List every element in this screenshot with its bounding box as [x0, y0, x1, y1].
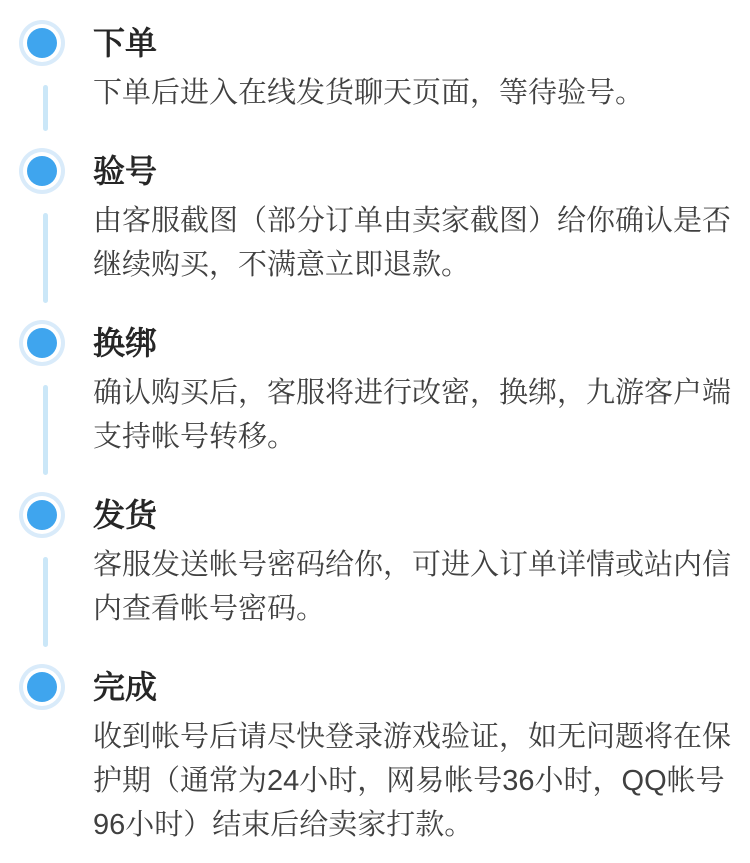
- step-title: 换绑: [93, 325, 158, 361]
- step-description: 确认购买后，客服将进行改密，换绑，九游客户端支持帐号转移。: [93, 377, 732, 453]
- timeline-step: [0, 321, 750, 459]
- step-dot-icon: [27, 328, 57, 358]
- step-title: 发货: [93, 497, 158, 533]
- timeline-step: [0, 665, 750, 847]
- step-connector-line: [43, 85, 48, 131]
- step-description: 客服发送帐号密码给你，可进入订单详情或站内信内查看帐号密码。: [93, 549, 732, 625]
- timeline-step: [0, 21, 750, 115]
- timeline-steps-list: [0, 21, 750, 847]
- step-description: 由客服截图（部分订单由卖家截图）给你确认是否继续购买，不满意立即退款。: [93, 205, 732, 281]
- step-dot-icon: [27, 28, 57, 58]
- step-description: 下单后进入在线发货聊天页面，等待验号。: [93, 77, 645, 109]
- step-connector-line: [43, 385, 48, 475]
- step-title: 验号: [93, 153, 158, 189]
- step-title: 下单: [93, 25, 158, 61]
- timeline-step: [0, 493, 750, 631]
- step-connector-line: [43, 557, 48, 647]
- step-dot-icon: [27, 500, 57, 530]
- timeline-step: [0, 149, 750, 287]
- step-connector-line: [43, 213, 48, 303]
- step-dot-icon: [27, 672, 57, 702]
- step-description: 收到帐号后请尽快登录游戏验证，如无问题将在保护期（通常为24小时，网易帐号36小时，QQ帐号96小时）结束后给卖家打款。: [93, 721, 732, 841]
- step-title: 完成: [93, 669, 158, 705]
- step-dot-icon: [27, 156, 57, 186]
